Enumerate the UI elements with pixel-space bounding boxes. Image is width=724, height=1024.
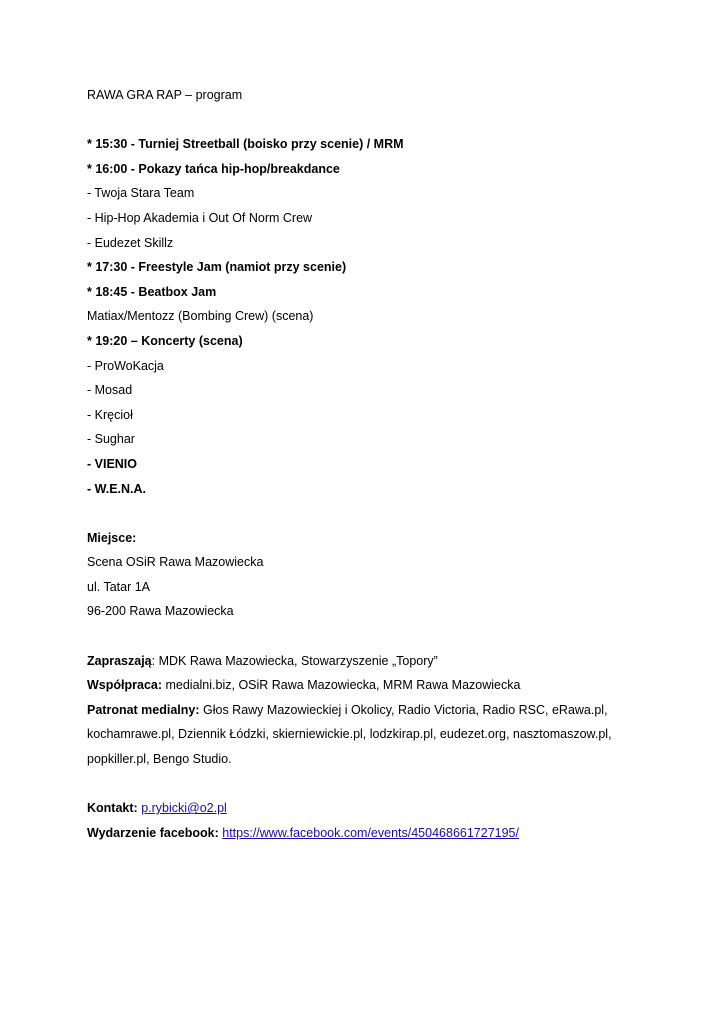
media-line-continued: popkiller.pl, Bengo Studio.: [87, 752, 232, 767]
venue-section: [87, 529, 687, 627]
cooperation-label: Współpraca:: [87, 678, 163, 693]
program-item: - Hip-Hop Akademia i Out Of Norm Crew: [87, 210, 313, 225]
media-line-continued: kochamrawe.pl, Dziennik Łódzki, skierniewickie.pl, lodzkirap.pl, eudezet.org, nasztomaszow.pl,: [87, 727, 612, 742]
venue-line: Scena OSiR Rawa Mazowiecka: [87, 555, 264, 570]
program-item: Matiax/Mentozz (Bombing Crew) (scena): [87, 309, 314, 324]
facebook-label: Wydarzenie facebook:: [87, 825, 219, 840]
inviting-value: : MDK Rawa Mazowiecka, Stowarzyszenie „Topory”: [151, 653, 438, 668]
venue-line: 96-200 Rawa Mazowiecka: [87, 604, 234, 619]
program-item: - Sughar: [87, 432, 135, 447]
contact-line: [87, 799, 687, 824]
contact-section: [87, 799, 687, 848]
spacer: [87, 504, 687, 529]
program-item: - Eudezet Skillz: [87, 235, 174, 250]
spacer: [87, 775, 687, 800]
cooperation-value: medialni.biz, OSiR Rawa Mazowiecka, MRM Rawa Mazowiecka: [162, 678, 521, 693]
program-item: * 16:00 - Pokazy tańca hip-hop/breakdance: [87, 161, 340, 176]
program-item: * 19:20 – Koncerty (scena): [87, 333, 243, 348]
cooperation-line: [87, 676, 687, 701]
document-title: RAWA GRA RAP – program: [87, 88, 243, 102]
media-line: [87, 701, 687, 726]
venue-line: ul. Tatar 1A: [87, 579, 151, 594]
program-item: - Twoja Stara Team: [87, 186, 195, 201]
program-list: [87, 135, 687, 504]
program-item: * 17:30 - Freestyle Jam (namiot przy scenie): [87, 260, 347, 275]
program-item: - ProWoKacja: [87, 358, 164, 373]
inviting-label: Zapraszają: [87, 653, 152, 668]
program-item: - Kręcioł: [87, 407, 133, 422]
program-item: * 18:45 - Beatbox Jam: [87, 284, 217, 299]
program-item: * 15:30 - Turniej Streetball (boisko przy scenie) / MRM: [87, 137, 404, 152]
document-page: [87, 86, 687, 848]
media-value: Głos Rawy Mazowieckiej i Okolicy, Radio Victoria, Radio RSC, eRawa.pl,: [199, 702, 608, 717]
program-item: - Mosad: [87, 383, 133, 398]
media-label: Patronat medialny:: [87, 702, 200, 717]
spacer: [87, 627, 687, 652]
contact-label: Kontakt:: [87, 801, 138, 816]
facebook-event-link[interactable]: https://www.facebook.com/events/450468661727195/: [222, 825, 519, 840]
partners-section: [87, 652, 687, 775]
inviting-line: [87, 652, 687, 677]
contact-email-link[interactable]: p.rybicki@o2.pl: [141, 801, 227, 816]
facebook-line: [87, 824, 687, 849]
program-item: - VIENIO: [87, 456, 138, 471]
venue-heading: Miejsce:: [87, 530, 137, 545]
program-item: - W.E.N.A.: [87, 481, 147, 496]
